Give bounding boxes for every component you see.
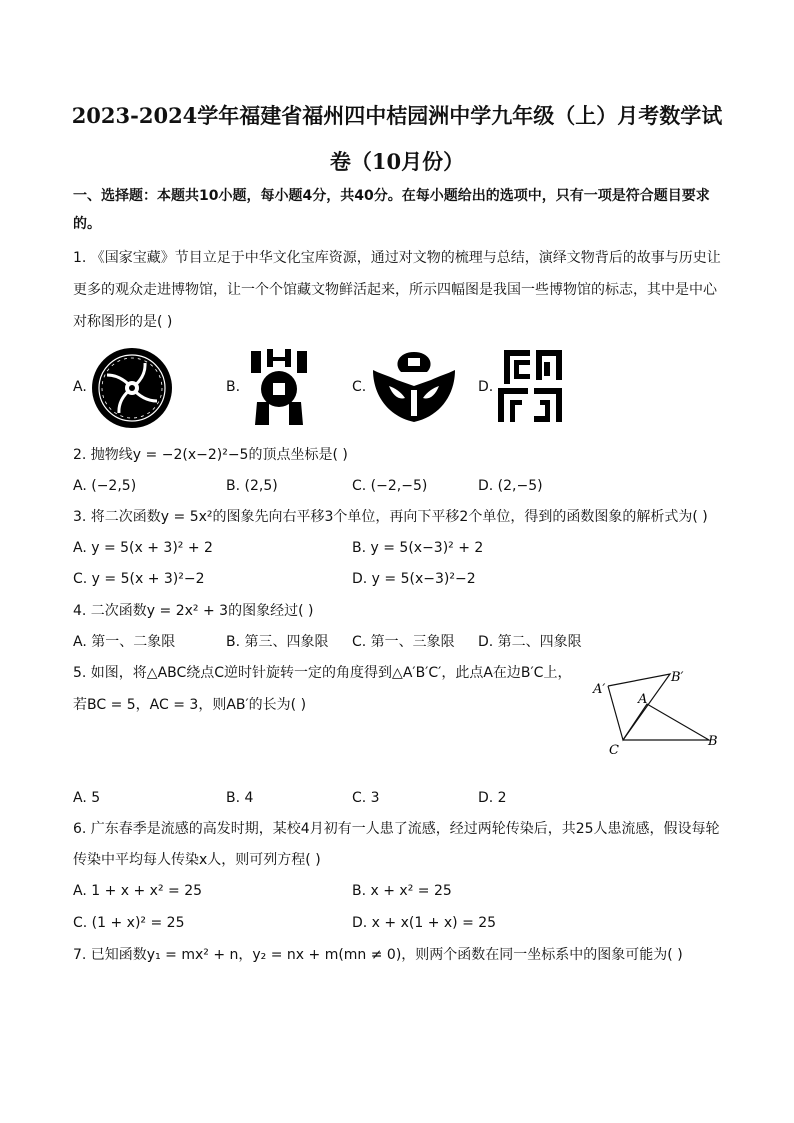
q1-option-d-label: D. xyxy=(478,379,494,395)
q2-stem: 2. 抛物线y = −2(x−2)²−5的顶点坐标是( ) xyxy=(73,447,348,463)
q1-line3: 对称图形的是( ) xyxy=(73,314,173,330)
q2-option-b: B. (2,5) xyxy=(226,478,278,494)
q2-option-c: C. (−2,−5) xyxy=(352,478,428,494)
q1-line2: 更多的观众走进博物馆，让一个个馆藏文物鲜活起来，所示四幅图是我国一些博物馆的标志，其中是中心 xyxy=(73,282,717,298)
museum-logo-c-mask-shape xyxy=(371,350,457,424)
q4-option-a: A. 第一、二象限 xyxy=(73,634,176,650)
q1-option-b-label: B. xyxy=(226,379,241,395)
q6-option-a: A. 1 + x + x² = 25 xyxy=(73,883,203,899)
q1-option-c-label: C. xyxy=(352,379,367,395)
q4-stem: 4. 二次函数y = 2x² + 3的图象经过( ) xyxy=(73,603,314,619)
q3-stem: 3. 将二次函数y = 5x²的图象先向右平移3个单位，再向下平移2个单位，得到的函数图象的解析式为( ) xyxy=(73,509,708,525)
q1-option-a-label: A. xyxy=(73,379,87,395)
museum-logo-b-coin-shape xyxy=(247,347,311,427)
q4-option-c: C. 第一、三象限 xyxy=(352,634,455,650)
q5-line1: 5. 如图，将△ABC绕点C逆时针旋转一定的角度得到△A′B′C′，此点A在边B′C上， xyxy=(73,665,572,681)
label-a-prime: A′ xyxy=(593,682,606,697)
q1-line1: 1. 《国家宝藏》节目立足于中华文化宝库资源，通过对文物的梳理与总结，演绎文物背后的故事与历史让 xyxy=(73,250,721,266)
label-b-prime: B′ xyxy=(671,670,684,685)
label-a: A xyxy=(638,692,648,707)
q6-line2: 传染中平均每人传染x人，则可列方程( ) xyxy=(73,852,321,868)
q4-option-d: D. 第二、四象限 xyxy=(478,634,582,650)
q2-option-a: A. (−2,5) xyxy=(73,478,137,494)
q2-option-d: D. (2,−5) xyxy=(478,478,543,494)
exam-title-line2: 卷（10月份） xyxy=(329,149,465,174)
label-c: C xyxy=(609,743,619,758)
q3-option-d: D. y = 5(x−3)²−2 xyxy=(352,571,476,587)
q5-line2: 若BC = 5，AC = 3，则AB′的长为( ) xyxy=(73,697,307,713)
q5-option-c: C. 3 xyxy=(352,790,380,806)
q6-option-d: D. x + x(1 + x) = 25 xyxy=(352,915,497,931)
q5-option-a: A. 5 xyxy=(73,790,101,806)
q5-option-b: B. 4 xyxy=(226,790,254,806)
label-b: B xyxy=(708,734,718,749)
q3-option-a: A. y = 5(x + 3)² + 2 xyxy=(73,540,213,556)
q6-option-b: B. x + x² = 25 xyxy=(352,883,452,899)
exam-title-line1: 2023-2024学年福建省福州四中桔园洲中学九年级（上）月考数学试 xyxy=(71,103,723,128)
q3-option-c: C. y = 5(x + 3)²−2 xyxy=(73,571,205,587)
section-heading-line2: 的。 xyxy=(73,216,101,232)
q6-line1: 6. 广东春季是流感的高发时期，某校4月初有一人患了流感，经过两轮传染后，共25人患流感，假设每轮 xyxy=(73,821,720,837)
q7-stem: 7. 已知函数y₁ = mx² + n，y₂ = nx + m(mn ≠ 0)，则两个函数在同一坐标系中的图象可能为( ) xyxy=(73,947,683,963)
museum-logo-a-swirl-disc xyxy=(91,347,173,429)
q4-option-b: B. 第三、四象限 xyxy=(226,634,329,650)
q5-rotation-figure xyxy=(585,660,735,760)
museum-logo-d-seal-shape xyxy=(496,348,564,424)
q5-option-d: D. 2 xyxy=(478,790,507,806)
section-heading-line1: 一、选择题：本题共10小题，每小题4分，共40分。在每小题给出的选项中，只有一项是符合题目要求 xyxy=(73,188,710,204)
q6-option-c: C. (1 + x)² = 25 xyxy=(73,915,185,931)
q3-option-b: B. y = 5(x−3)² + 2 xyxy=(352,540,484,556)
